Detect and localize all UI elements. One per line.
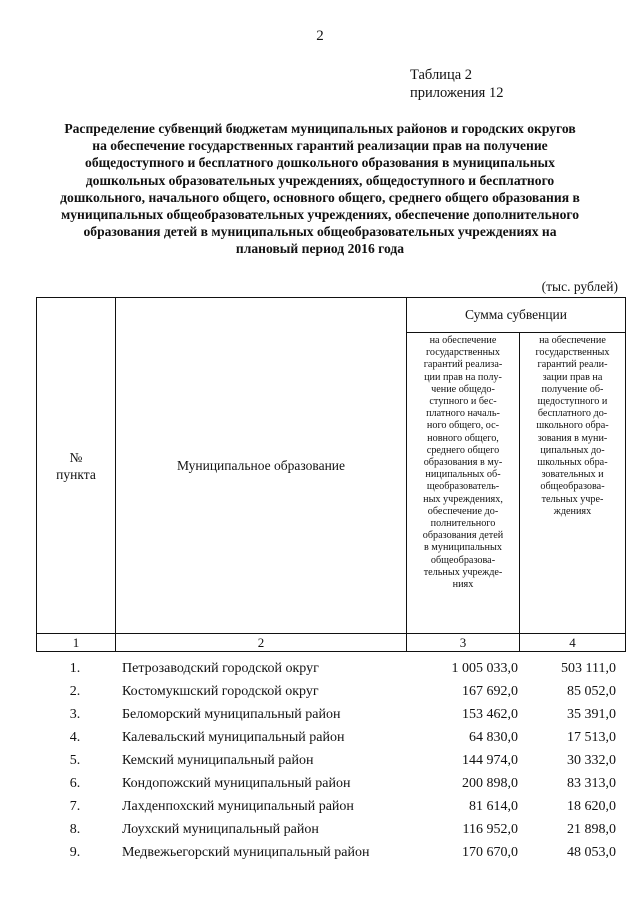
header-col3_desc-line: чение общедо- [431, 383, 495, 395]
document-title: Распределение субвенций бюджетам муниципальных районов и городских округов на обеспечение государственных гарантий реализации прав на получение общедоступного и бесплатного дошкольного образования в муниципальных дошкольных образовательных учреждениях, общедоступного и бесплатного дошкольного, начального общего, основного общего, среднего общего образования в муниципальных общеобразовательных учреждениях, обеспечение дополнительного образования детей в муниципальных общеобразовательных учреждениях на плановый период 2016 года [60, 121, 580, 257]
header-index-2: 2 [116, 634, 407, 652]
header-col4_desc-line: зования в муни- [537, 432, 608, 444]
subvention-table-header [36, 297, 626, 652]
table-row [36, 795, 620, 818]
row-municipality: Калевальский муниципальный район [122, 730, 345, 745]
table-row [36, 726, 620, 749]
row-number: 8. [69, 822, 81, 837]
header-col3_desc-line: тельных учрежде- [423, 566, 503, 578]
header-col4_desc-line: общеобразова- [540, 481, 605, 493]
row-value-col4: 18 620,0 [567, 799, 616, 814]
header-col3_desc-line: полнительного [430, 518, 496, 530]
header-index-3: 3 [407, 634, 520, 652]
header-col4_desc-line: зовательных и [541, 469, 604, 481]
header-number-sign: № [69, 449, 83, 465]
row-value-col4: 17 513,0 [567, 730, 616, 745]
header-col3_desc-line: платного началь- [426, 408, 500, 420]
header-col3_desc-line: ных учреждениях, [423, 493, 503, 505]
subvention-table-body [36, 657, 620, 864]
header-col3-description [407, 333, 520, 634]
row-municipality: Костомукшский городской округ [122, 684, 319, 699]
table-row [36, 680, 620, 703]
header-subvention-sum: Сумма субвенции [407, 298, 626, 333]
row-number: 4. [69, 730, 81, 745]
header-col3_desc-line: щеобразователь- [426, 481, 500, 493]
table-row [36, 841, 620, 864]
row-value-col3: 64 830,0 [469, 730, 518, 745]
page-number: 2 [316, 28, 324, 44]
header-municipality: Муниципальное образование [116, 298, 407, 634]
row-value-col3: 167 692,0 [462, 684, 518, 699]
row-value-col3: 1 005 033,0 [451, 661, 518, 676]
header-index-4: 4 [520, 634, 626, 652]
header-col4_desc-line: школьных обра- [537, 457, 608, 469]
row-value-col4: 30 332,0 [567, 753, 616, 768]
header-col3_desc-line: на обеспечение [429, 335, 497, 346]
header-col3_desc-line: гарантий реализа- [423, 359, 503, 371]
header-col4_desc-line: щедоступного и [537, 396, 608, 408]
units-label: (тыс. рублей) [541, 279, 618, 294]
table-row [36, 703, 620, 726]
header-col3_desc-line: образования в му- [423, 457, 503, 469]
header-col4_desc-line: гарантий реали- [537, 359, 608, 371]
header-col3_desc-line: среднего общего [426, 444, 500, 456]
row-value-col4: 83 313,0 [567, 776, 616, 791]
row-number: 1. [69, 661, 81, 676]
table-row [36, 749, 620, 772]
header-number-word: пункта [56, 466, 96, 482]
header-col3_desc-line: ции прав на полу- [424, 371, 502, 383]
row-value-col3: 144 974,0 [462, 753, 518, 768]
row-value-col4: 48 053,0 [567, 845, 616, 860]
header-col3_desc-line: ниципальных об- [425, 469, 501, 481]
header-col4-description [520, 333, 626, 634]
row-value-col3: 200 898,0 [462, 776, 518, 791]
appendix-reference [410, 66, 503, 102]
row-municipality: Лоухский муниципальный район [122, 822, 319, 837]
header-number [37, 298, 116, 634]
header-col3_desc-line: государственных [426, 347, 500, 359]
header-index-1: 1 [37, 634, 116, 652]
row-municipality: Кондопожский муниципальный район [122, 776, 351, 791]
row-value-col4: 35 391,0 [567, 707, 616, 722]
header-col3_desc-line: обеспечение до- [427, 505, 499, 517]
row-number: 6. [69, 776, 81, 791]
header-col4_desc-line: на обеспечение [539, 335, 606, 346]
header-col3_desc-line: общеобразова- [430, 554, 496, 566]
row-municipality: Лахденпохский муниципальный район [122, 799, 354, 814]
row-number: 3. [69, 707, 81, 722]
table-row [36, 818, 620, 841]
row-municipality: Кемский муниципальный район [122, 753, 314, 768]
row-number: 9. [69, 845, 81, 860]
header-col4_desc-line: ждениях [553, 505, 592, 517]
header-col4_desc-line: бесплатного до- [537, 408, 608, 420]
row-number: 7. [69, 799, 81, 814]
row-value-col4: 503 111,0 [561, 661, 616, 676]
table-row [36, 657, 620, 680]
header-col3_desc-line: в муниципальных [424, 542, 502, 554]
row-number: 2. [69, 684, 81, 699]
appendix-annex-label: приложения 12 [410, 85, 504, 101]
table-row [36, 772, 620, 795]
header-col3_desc-line: ного общего, ос- [426, 420, 500, 432]
header-col4_desc-line: ципальных до- [540, 444, 605, 456]
row-number: 5. [69, 753, 81, 768]
row-municipality: Медвежьегорский муниципальный район [122, 845, 370, 860]
row-municipality: Беломорский муниципальный район [122, 707, 341, 722]
header-col4_desc-line: зации прав на [542, 371, 603, 383]
header-col3_desc-line: ступного и бес- [429, 396, 497, 408]
header-col4_desc-line: школьного обра- [536, 420, 609, 432]
header-col4_desc-line: получение об- [541, 383, 604, 395]
header-col3_desc-line: образования детей [422, 530, 504, 542]
header-col3_desc-line: новного общего, [427, 432, 499, 444]
row-value-col4: 21 898,0 [567, 822, 616, 837]
row-value-col3: 116 952,0 [462, 822, 518, 837]
row-value-col3: 81 614,0 [469, 799, 518, 814]
header-col3_desc-line: ниях [452, 579, 474, 591]
row-value-col4: 85 052,0 [567, 684, 616, 699]
row-value-col3: 170 670,0 [462, 845, 518, 860]
row-value-col3: 153 462,0 [462, 707, 518, 722]
header-col4_desc-line: тельных учре- [541, 493, 604, 505]
row-municipality: Петрозаводский городской округ [122, 661, 319, 676]
appendix-table-label: Таблица 2 [410, 67, 473, 83]
header-col4_desc-line: государственных [535, 347, 610, 359]
